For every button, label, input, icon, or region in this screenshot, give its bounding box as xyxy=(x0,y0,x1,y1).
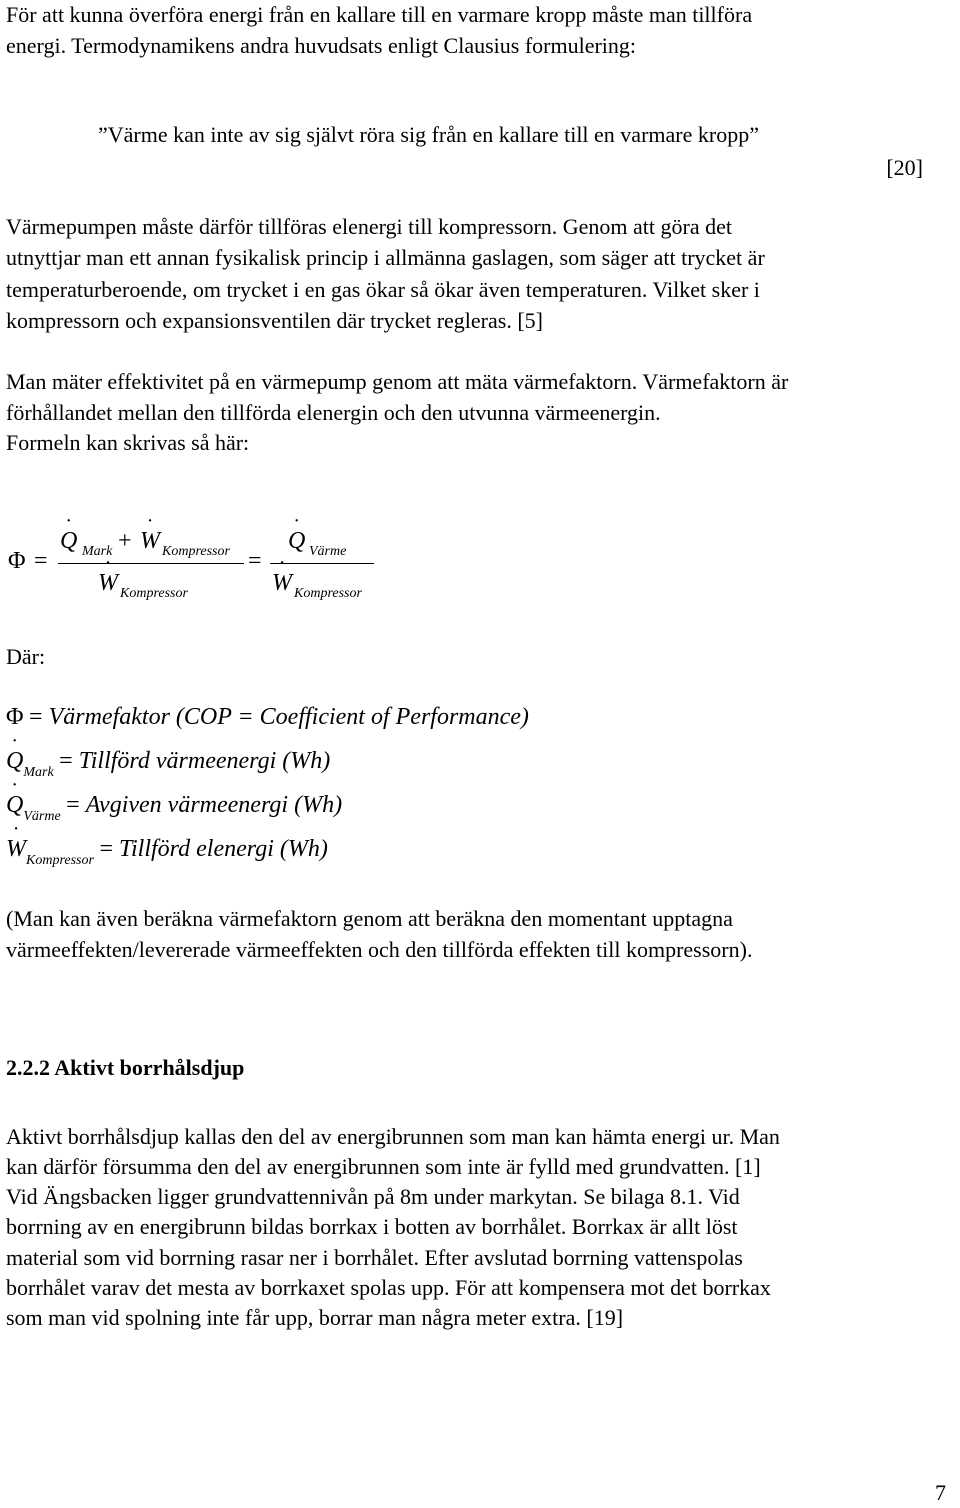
quote-reference: [20] xyxy=(886,155,923,180)
formula-sub-kompressor-den-1: Kompressor xyxy=(120,586,188,601)
para2-line-1: Man mäter effektivitet på en värmepump genom att mäta värmefaktorn. Värmefaktorn är xyxy=(6,369,789,394)
definition-phi: Φ = Värmefaktor (COP = Coefficient of Performance) xyxy=(6,704,529,730)
intro-line-2: energi. Termodynamikens andra huvudsats enligt Clausius formulering: xyxy=(6,33,637,58)
def-phi-symbol: Φ xyxy=(6,704,24,730)
def-q-varme-text: Avgiven värmeenergi (Wh) xyxy=(85,792,343,818)
section-line-3: Vid Ängsbacken ligger grundvattennivån på 8m under markytan. Se bilaga 8.1. Vid xyxy=(6,1184,740,1209)
section-line-1: Aktivt borrhålsdjup kallas den del av energibrunnen som man kan hämta energi ur. Man xyxy=(6,1124,780,1149)
para1-line-2: utnyttjar man ett annan fysikalisk princip i allmänna gaslagen, som säger att trycket är xyxy=(6,245,765,270)
definition-w-kompressor: ˙ $W_{Kompressor}$ = Tillförd elenergi (Wh) xyxy=(6,836,328,863)
formula-q-mark: ˙ Q xyxy=(60,528,77,555)
def-w-text: Tillförd elenergi (Wh) xyxy=(118,836,328,862)
section-line-2: kan därför försumma den del av energibrunnen som inte är fylld med grundvatten. [1] xyxy=(6,1154,761,1179)
formula-equals-1: = xyxy=(34,548,48,574)
section-heading: 2.2.2 Aktivt borrhålsdjup xyxy=(6,1055,245,1080)
formula-q-varme: ˙ Q xyxy=(288,528,305,555)
para1-line-3: temperaturberoende, om trycket i en gas ökar så ökar även temperaturen. Vilket sker i xyxy=(6,277,760,302)
cop-formula xyxy=(0,510,400,620)
section-line-5: material som vid borrning rasar ner i borrhålet. Efter avslutad borrning vattenspolas xyxy=(6,1245,743,1270)
formula-sub-kompressor-num: Kompressor xyxy=(162,544,230,559)
formula-plus: + xyxy=(118,528,132,554)
para1-line-1: Värmepumpen måste därför tillföras elenergi till kompressorn. Genom att göra det xyxy=(6,214,732,239)
formula-w-num: ˙ W xyxy=(140,528,160,555)
def-w-sub: Kompressor xyxy=(26,853,94,868)
def-q-mark-symbol: ˙ Q xyxy=(6,748,23,775)
para2-line-2: förhållandet mellan den tillförda elenergin och den utvunna värmeenergin. xyxy=(6,400,661,425)
note-line-1: (Man kan även beräkna värmefaktorn genom att beräkna den momentant upptagna xyxy=(6,906,733,931)
section-line-4: borrning av en energibrunn bildas borrkax i botten av borrhålet. Borrkax är allt löst xyxy=(6,1214,738,1239)
formula-equals-2: = xyxy=(248,548,262,574)
dar-label: Där: xyxy=(6,644,46,669)
intro-line-1: För att kunna överföra energi från en kallare till en varmare kropp måste man tillföra xyxy=(6,2,753,27)
clausius-quote: ”Värme kan inte av sig självt röra sig från en kallare till en varmare kropp” xyxy=(98,122,759,147)
formula-sub-varme: Värme xyxy=(309,544,347,559)
para2-line-3: Formeln kan skrivas så här: xyxy=(6,430,250,455)
fraction-bar-1 xyxy=(58,563,244,564)
section-line-6: borrhålet varav det mesta av borrkaxet spolas upp. För att kompensera mot det borrkax xyxy=(6,1275,771,1300)
formula-w-den-2: ˙ W xyxy=(272,570,292,597)
para1-line-4: kompressorn och expansionsventilen där trycket regleras. [5] xyxy=(6,308,543,333)
definition-q-varme: ˙ $Q_{Värme}$ = Avgiven värmeenergi (Wh) xyxy=(6,792,342,819)
page-number: 7 xyxy=(935,1480,946,1505)
formula-sub-kompressor-den-2: Kompressor xyxy=(294,586,362,601)
formula-sub-mark: Mark xyxy=(82,544,113,559)
def-q-varme-symbol: ˙ Q xyxy=(6,792,23,819)
def-w-symbol: ˙ W xyxy=(6,836,26,863)
section-line-7: som man vid spolning inte får upp, borrar man några meter extra. [19] xyxy=(6,1305,624,1330)
def-q-varme-sub: Värme xyxy=(23,809,61,824)
note-line-2: värmeeffekten/levererade värmeeffekten och den tillförda effekten till kompressorn). xyxy=(6,937,753,962)
def-phi-text: Värmefaktor (COP = Coefficient of Performance) xyxy=(48,704,529,730)
def-q-mark-sub: Mark xyxy=(23,765,54,780)
definition-q-mark: ˙ $Q_{Mark}$ = Tillförd värmeenergi (Wh) xyxy=(6,748,330,775)
formula-phi: Φ xyxy=(8,548,26,574)
formula-w-den-1: ˙ W xyxy=(98,570,118,597)
def-q-mark-text: Tillförd värmeenergi (Wh) xyxy=(78,748,331,774)
